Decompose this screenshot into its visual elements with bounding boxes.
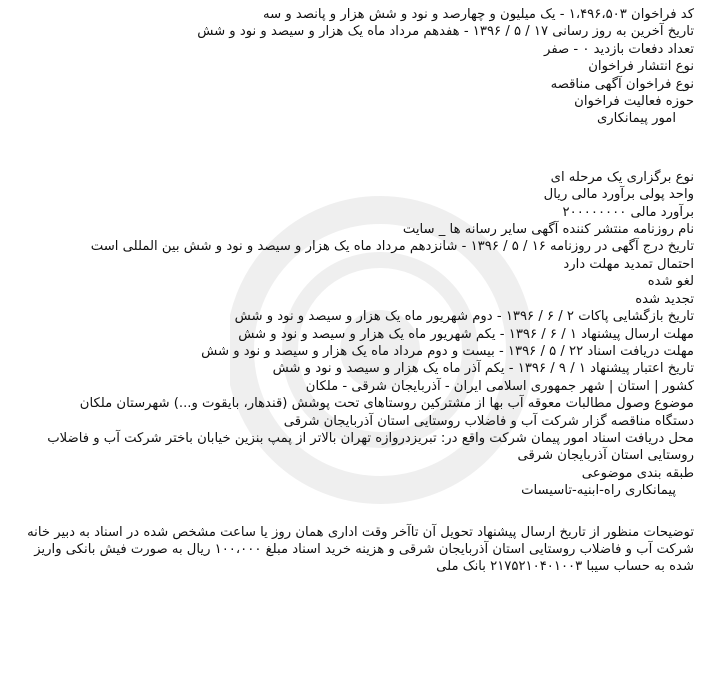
- last-update: تاریخ آخرین به روز رسانی ۱۷ / ۵ / ۱۳۹۶ - هفدهم مرداد ماه یک هزار و سیصد و نود و شش: [197, 24, 694, 40]
- tender-document: [6, 6, 694, 576]
- publisher: نام روزنامه منتشر کننده آگهی سایر رسانه ها _ سایت: [402, 222, 694, 238]
- call-type: نوع فراخوان آگهی مناقصه: [550, 76, 694, 92]
- visit-count: تعداد دفعات بازدید ۰ - صفر: [544, 41, 694, 57]
- publish-type: نوع انتشار فراخوان: [588, 59, 694, 75]
- validity-date: تاریخ اعتبار پیشنهاد ۱ / ۹ / ۱۳۹۶ - یکم آذر ماه یک هزار و سیصد و نود و شش: [272, 361, 694, 377]
- renewed: تجدید شده: [635, 291, 694, 307]
- subject: موضوع وصول مطالبات معوقه آب بها از مشترکین روستاهای تحت پوشش (قندهار، بایقوت و...) شهرستان ملکان: [79, 396, 694, 412]
- docs-place: محل دریافت اسناد امور پیمان شرکت واقع در: تبریزدروازه تهران بالاتر از پمپ بنزین خیابان باختر شرکت آب و فاضلاب روستایی استان آذربایجان شرقی: [47, 430, 694, 464]
- activity-area-value: امور پیمانکاری: [596, 111, 676, 127]
- estimate: برآورد مالی ۲۰۰۰۰۰۰۰۰: [562, 204, 694, 220]
- classification-value: پیمانکاری راه-ابنیه-تاسیسات: [521, 483, 676, 499]
- submit-deadline: مهلت ارسال پیشنهاد ۱ / ۶ / ۱۳۹۶ - یکم شهریور ماه یک هزار و سیصد و نود و شش: [238, 326, 694, 342]
- holding-type: نوع برگزاری یک مرحله ای: [550, 169, 694, 185]
- organizer: دستگاه مناقصه گزار شرکت آب و فاضلاب روستایی استان آذربایجان شرقی: [283, 413, 694, 429]
- location: کشور | استان | شهر جمهوری اسلامی ایران - آذربایجان شرقی - ملکان: [305, 378, 694, 394]
- extension: احتمال تمدید مهلت دارد: [563, 256, 694, 272]
- description: توضیحات منظور از تاریخ ارسال پیشنهاد تحویل آن تاآخر وقت اداری همان روز یا ساعت مشخص شده در اسناد به دبیر خانه شرکت آب و فاضلاب روستایی استان آذربایجان شرقی و هزینه خرید اسناد مبلغ ۱۰۰،۰۰۰ ریال به صورت فیش بانکی واریز شده به حساب سیبا ۲۱۷۵۲۱۰۴۰۱۰۰۳ بانک ملی: [27, 524, 694, 575]
- opening-date: تاریخ بازگشایی پاکات ۲ / ۶ / ۱۳۹۶ - دوم شهریور ماه یک هزار و سیصد و نود و شش: [234, 309, 694, 325]
- ad-date: تاریخ درج آگهی در روزنامه ۱۶ / ۵ / ۱۳۹۶ - شانزدهم مرداد ماه یک هزار و سیصد و نود و شش بین المللی است: [90, 239, 694, 255]
- currency: واحد پولی برآورد مالی ریال: [543, 187, 694, 203]
- classification-label: طبقه بندی موضوعی: [581, 465, 694, 481]
- tender-code: کد فراخوان ۱،۴۹۶،۵۰۳ - یک میلیون و چهارصد و نود و شش هزار و پانصد و سه: [263, 7, 694, 22]
- docs-deadline: مهلت دریافت اسناد ۲۲ / ۵ / ۱۳۹۶ - بیست و دوم مرداد ماه یک هزار و سیصد و نود و شش: [201, 343, 694, 359]
- activity-area-label: حوزه فعالیت فراخوان: [574, 94, 694, 110]
- cancelled: لغو شده: [647, 274, 694, 290]
